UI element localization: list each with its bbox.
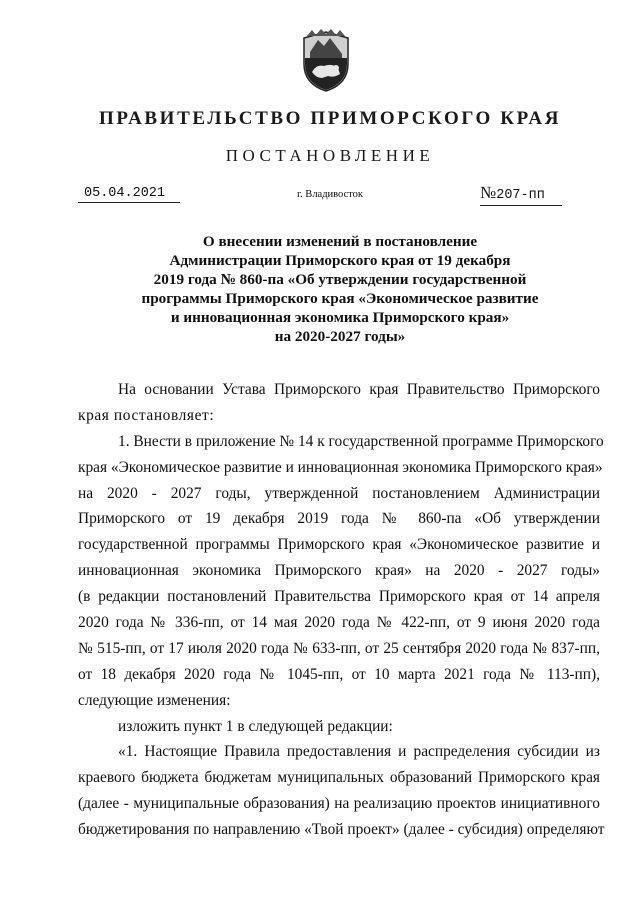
body-line: края «Экономическое развитие и инновационная экономика Приморского края» <box>78 458 603 476</box>
heading-line: программы Приморского края «Экономическое развитие <box>141 290 539 307</box>
body-line: государственной программы Приморского края «Экономическое развитие и <box>78 536 600 554</box>
document-body <box>78 377 605 843</box>
document-type: ПОСТАНОВЛЕНИЕ <box>225 146 435 165</box>
government-title: ПРАВИТЕЛЬСТВО ПРИМОРСКОГО КРАЯ <box>98 108 562 129</box>
document-number <box>480 184 562 206</box>
document-date: 05.04.2021 <box>78 186 180 203</box>
body-line: Приморского от 19 декабря 2019 года № 860-па «Об утверждении <box>78 510 600 528</box>
body-line: бюджетирования по направлению «Твой проект» (далее - субсидия) определяют <box>78 821 605 839</box>
body-line: № 515-пп, от 17 июля 2020 года № 633-пп, от 25 сентября 2020 года № 837-пп, <box>78 639 600 657</box>
body-line: инновационная экономика Приморского края» на 2020 - 2027 годы» <box>78 562 600 580</box>
number-sign: № <box>480 183 497 202</box>
heading-line: 2019 года № 860-па «Об утверждении государственной <box>153 271 527 288</box>
heading-line: Администрации Приморского края от 19 декабря <box>169 252 511 269</box>
primorsky-coat-of-arms-icon <box>298 28 354 94</box>
body-line: краевого бюджета бюджетам муниципальных образований Приморского края <box>78 769 600 787</box>
heading-line: на 2020-2027 годы» <box>274 328 406 345</box>
heading-line: и инновационная экономика Приморского края» <box>170 309 510 326</box>
heading-line: О внесении изменений в постановление <box>202 233 478 250</box>
body-line: 2020 года № 336-пп, от 14 мая 2020 года № 422-пп, от 9 июня 2020 года <box>78 614 600 632</box>
document-heading <box>60 232 620 346</box>
body-line: от 18 декабря 2020 года № 1045-пп, от 10 марта 2021 года № 113-пп), <box>78 665 600 683</box>
body-line: следующие изменения: <box>78 691 231 709</box>
body-line: На основании Устава Приморского края Правительство Приморского <box>118 381 600 398</box>
body-line: на 2020 - 2027 годы, утвержденной постановлением Администрации <box>78 484 600 502</box>
body-line: края постановляет: <box>78 406 215 424</box>
body-line: (далее - муниципальные образования) на реализацию проектов инициативного <box>78 795 600 813</box>
document-city: г. Владивосток <box>296 189 364 200</box>
body-line: «1. Настоящие Правила предоставления и распределения субсидии из <box>118 743 600 761</box>
body-line: (в редакции постановлений Правительства Приморского края от 14 апреля <box>78 588 600 606</box>
number-value: 207-пп <box>496 188 545 203</box>
body-line: 1. Внести в приложение № 14 к государственной программе Приморского <box>118 432 604 450</box>
body-line: изложить пункт 1 в следующей редакции: <box>118 717 393 735</box>
